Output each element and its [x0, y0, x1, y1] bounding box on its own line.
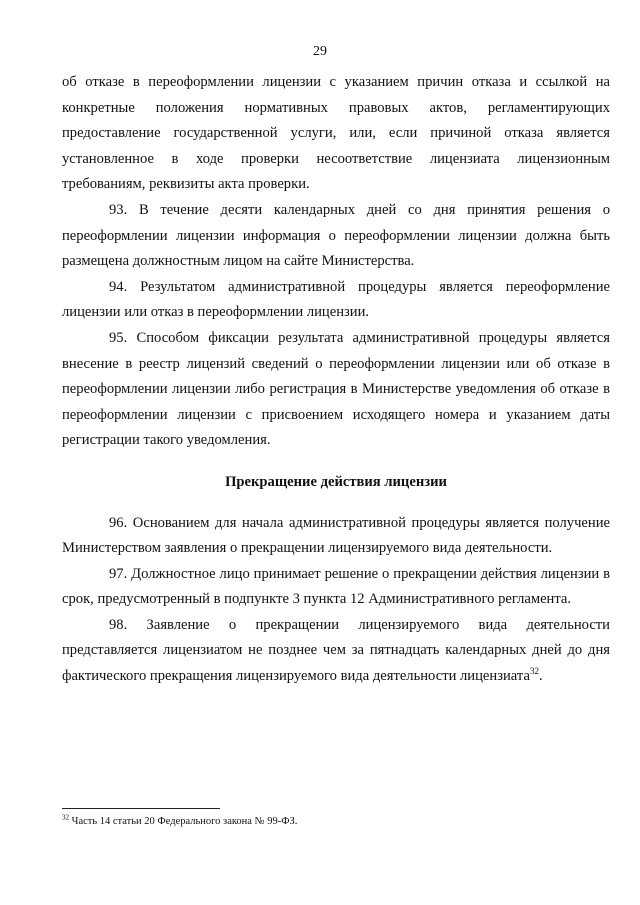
- footnote-reference[interactable]: 32: [529, 666, 539, 677]
- paragraph-98-text: 98. Заявление о прекращении лицензируемого вида деятельности представляется лицензиатом не позднее чем за пятнадцать календарных дней до дня фактического прекращения лицензируемого вида деятельности лицензиата: [62, 616, 610, 685]
- paragraph-97: 97. Должностное лицо принимает решение о прекращении действия лицензии в срок, предусмотренный в подпункте 3 пункта 12 Административного регламента.: [62, 565, 610, 608]
- body-text: [62, 70, 610, 690]
- footnote-marker: 32: [62, 813, 69, 822]
- paragraph-93: 93. В течение десяти календарных дней со дня принятия решения о переоформлении лицензии информация о переоформлении лицензии должна быть размещена должностным лицом на сайте Министерства.: [62, 201, 610, 270]
- paragraph-94: 94. Результатом административной процедуры является переоформление лицензии или отказ в переоформлении лицензии.: [62, 278, 610, 321]
- paragraph-95: 95. Способом фиксации результата административной процедуры является внесение в реестр лицензий сведений о переоформлении лицензии или об отказе в переоформлении лицензии либо регистрация в Министерстве уведомления об отказе в переоформлении лицензии с присвоением исходящего номера и указанием даты регистрации такого уведомления.: [62, 329, 610, 449]
- paragraph-continuation: об отказе в переоформлении лицензии с указанием причин отказа и ссылкой на конкретные положения нормативных правовых актов, регламентирующих предоставление государственной услуги, или, если причиной отказа является установленное в ходе проверки несоответствие лицензиата лицензионным требованиям, реквизиты акта проверки.: [62, 74, 610, 193]
- footnote-text: Часть 14 статьи 20 Федерального закона № 99-ФЗ.: [69, 816, 298, 827]
- section-heading: Прекращение действия лицензии: [225, 473, 447, 490]
- paragraph-96: 96. Основанием для начала административной процедуры является получение Министерством заявления о прекращении лицензируемого вида деятельности.: [62, 514, 610, 557]
- paragraph-98: [62, 613, 610, 690]
- page-number: 29: [313, 44, 327, 59]
- footnote-divider: [62, 808, 220, 809]
- paragraph-98-end: .: [538, 668, 543, 685]
- footnote: [62, 815, 610, 829]
